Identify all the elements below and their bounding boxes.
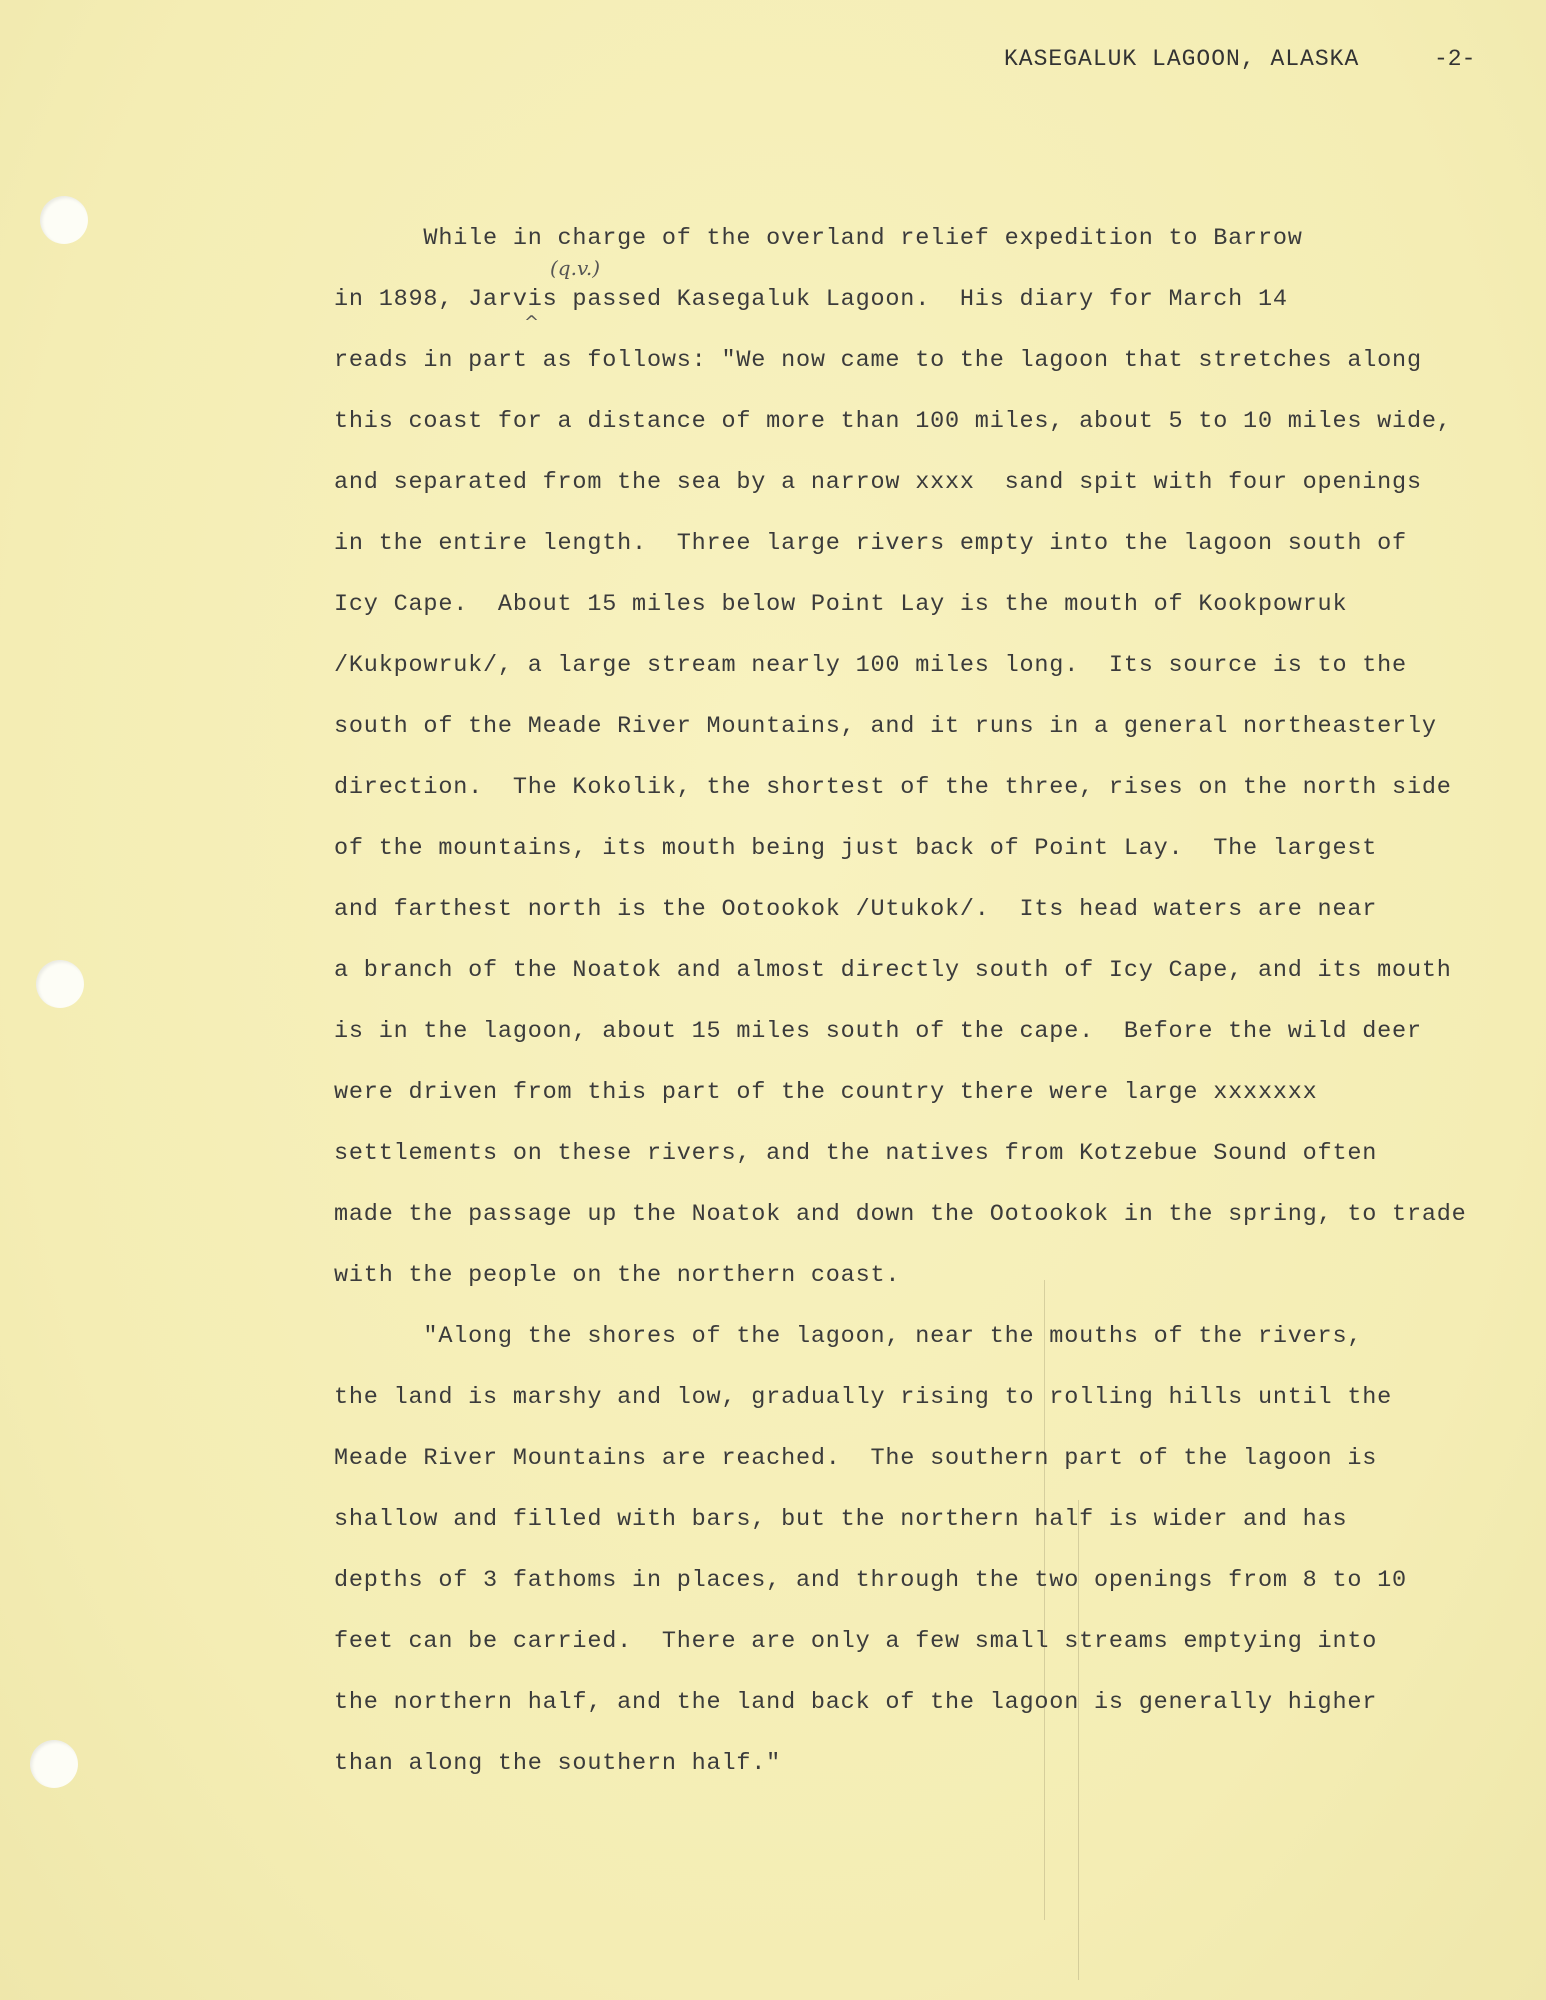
text-line: with the people on the northern coast. <box>334 1262 901 1289</box>
text-line: While in charge of the overland relief expedition to Barrow <box>334 225 1303 252</box>
text-line: is in the lagoon, about 15 miles south of the cape. Before the wild deer <box>334 1018 1422 1045</box>
text-line: were driven from this part of the country there were large xxxxxxx <box>334 1079 1318 1106</box>
text-line: in the entire length. Three large rivers empty into the lagoon south of <box>334 530 1407 557</box>
text-line: made the passage up the Noatok and down the Ootookok in the spring, to trade <box>334 1201 1467 1228</box>
text-line: reads in part as follows: "We now came to the lagoon that stretches along <box>334 347 1422 374</box>
text-line: than along the southern half." <box>334 1750 782 1777</box>
text-line: in 1898, Jarvis passed Kasegaluk Lagoon. His diary for March 14 <box>334 286 1288 313</box>
fold-crease <box>1044 1280 1045 1920</box>
text-line: this coast for a distance of more than 100 miles, about 5 to 10 miles wide, <box>334 408 1452 435</box>
punch-hole-bottom <box>30 1740 78 1788</box>
text-line: of the mountains, its mouth being just back of Point Lay. The largest <box>334 835 1378 862</box>
text-line: south of the Meade River Mountains, and it runs in a general northeasterly <box>334 713 1437 740</box>
handwritten-qv-annotation: (q.v.) <box>550 256 601 280</box>
text-line: feet can be carried. There are only a few small streams emptying into <box>334 1628 1378 1655</box>
text-line: Icy Cape. About 15 miles below Point Lay is the mouth of Kookpowruk <box>334 591 1348 618</box>
text-line: and separated from the sea by a narrow xxxx sand spit with four openings <box>334 469 1422 496</box>
punch-hole-middle <box>36 960 84 1008</box>
text-line: Meade River Mountains are reached. The southern part of the lagoon is <box>334 1445 1378 1472</box>
text-line: depths of 3 fathoms in places, and through the two openings from 8 to 10 <box>334 1567 1407 1594</box>
text-line: shallow and filled with bars, but the northern half is wider and has <box>334 1506 1348 1533</box>
text-line: and farthest north is the Ootookok /Utukok/. Its head waters are near <box>334 896 1378 923</box>
text-line: /Kukpowruk/, a large stream nearly 100 miles long. Its source is to the <box>334 652 1407 679</box>
text-line: settlements on these rivers, and the natives from Kotzebue Sound often <box>334 1140 1378 1167</box>
page-header-title: KASEGALUK LAGOON, ALASKA <box>1004 46 1360 72</box>
text-line: the land is marshy and low, gradually rising to rolling hills until the <box>334 1384 1393 1411</box>
page-number: -2- <box>1434 46 1476 72</box>
punch-hole-top <box>40 196 88 244</box>
insertion-caret-mark: ^ <box>524 312 540 333</box>
text-line: direction. The Kokolik, the shortest of the three, rises on the north side <box>334 774 1452 801</box>
text-line: "Along the shores of the lagoon, near the mouths of the rivers, <box>334 1323 1363 1350</box>
text-line: the northern half, and the land back of the lagoon is generally higher <box>334 1689 1378 1716</box>
text-line: a branch of the Noatok and almost directly south of Icy Cape, and its mouth <box>334 957 1452 984</box>
